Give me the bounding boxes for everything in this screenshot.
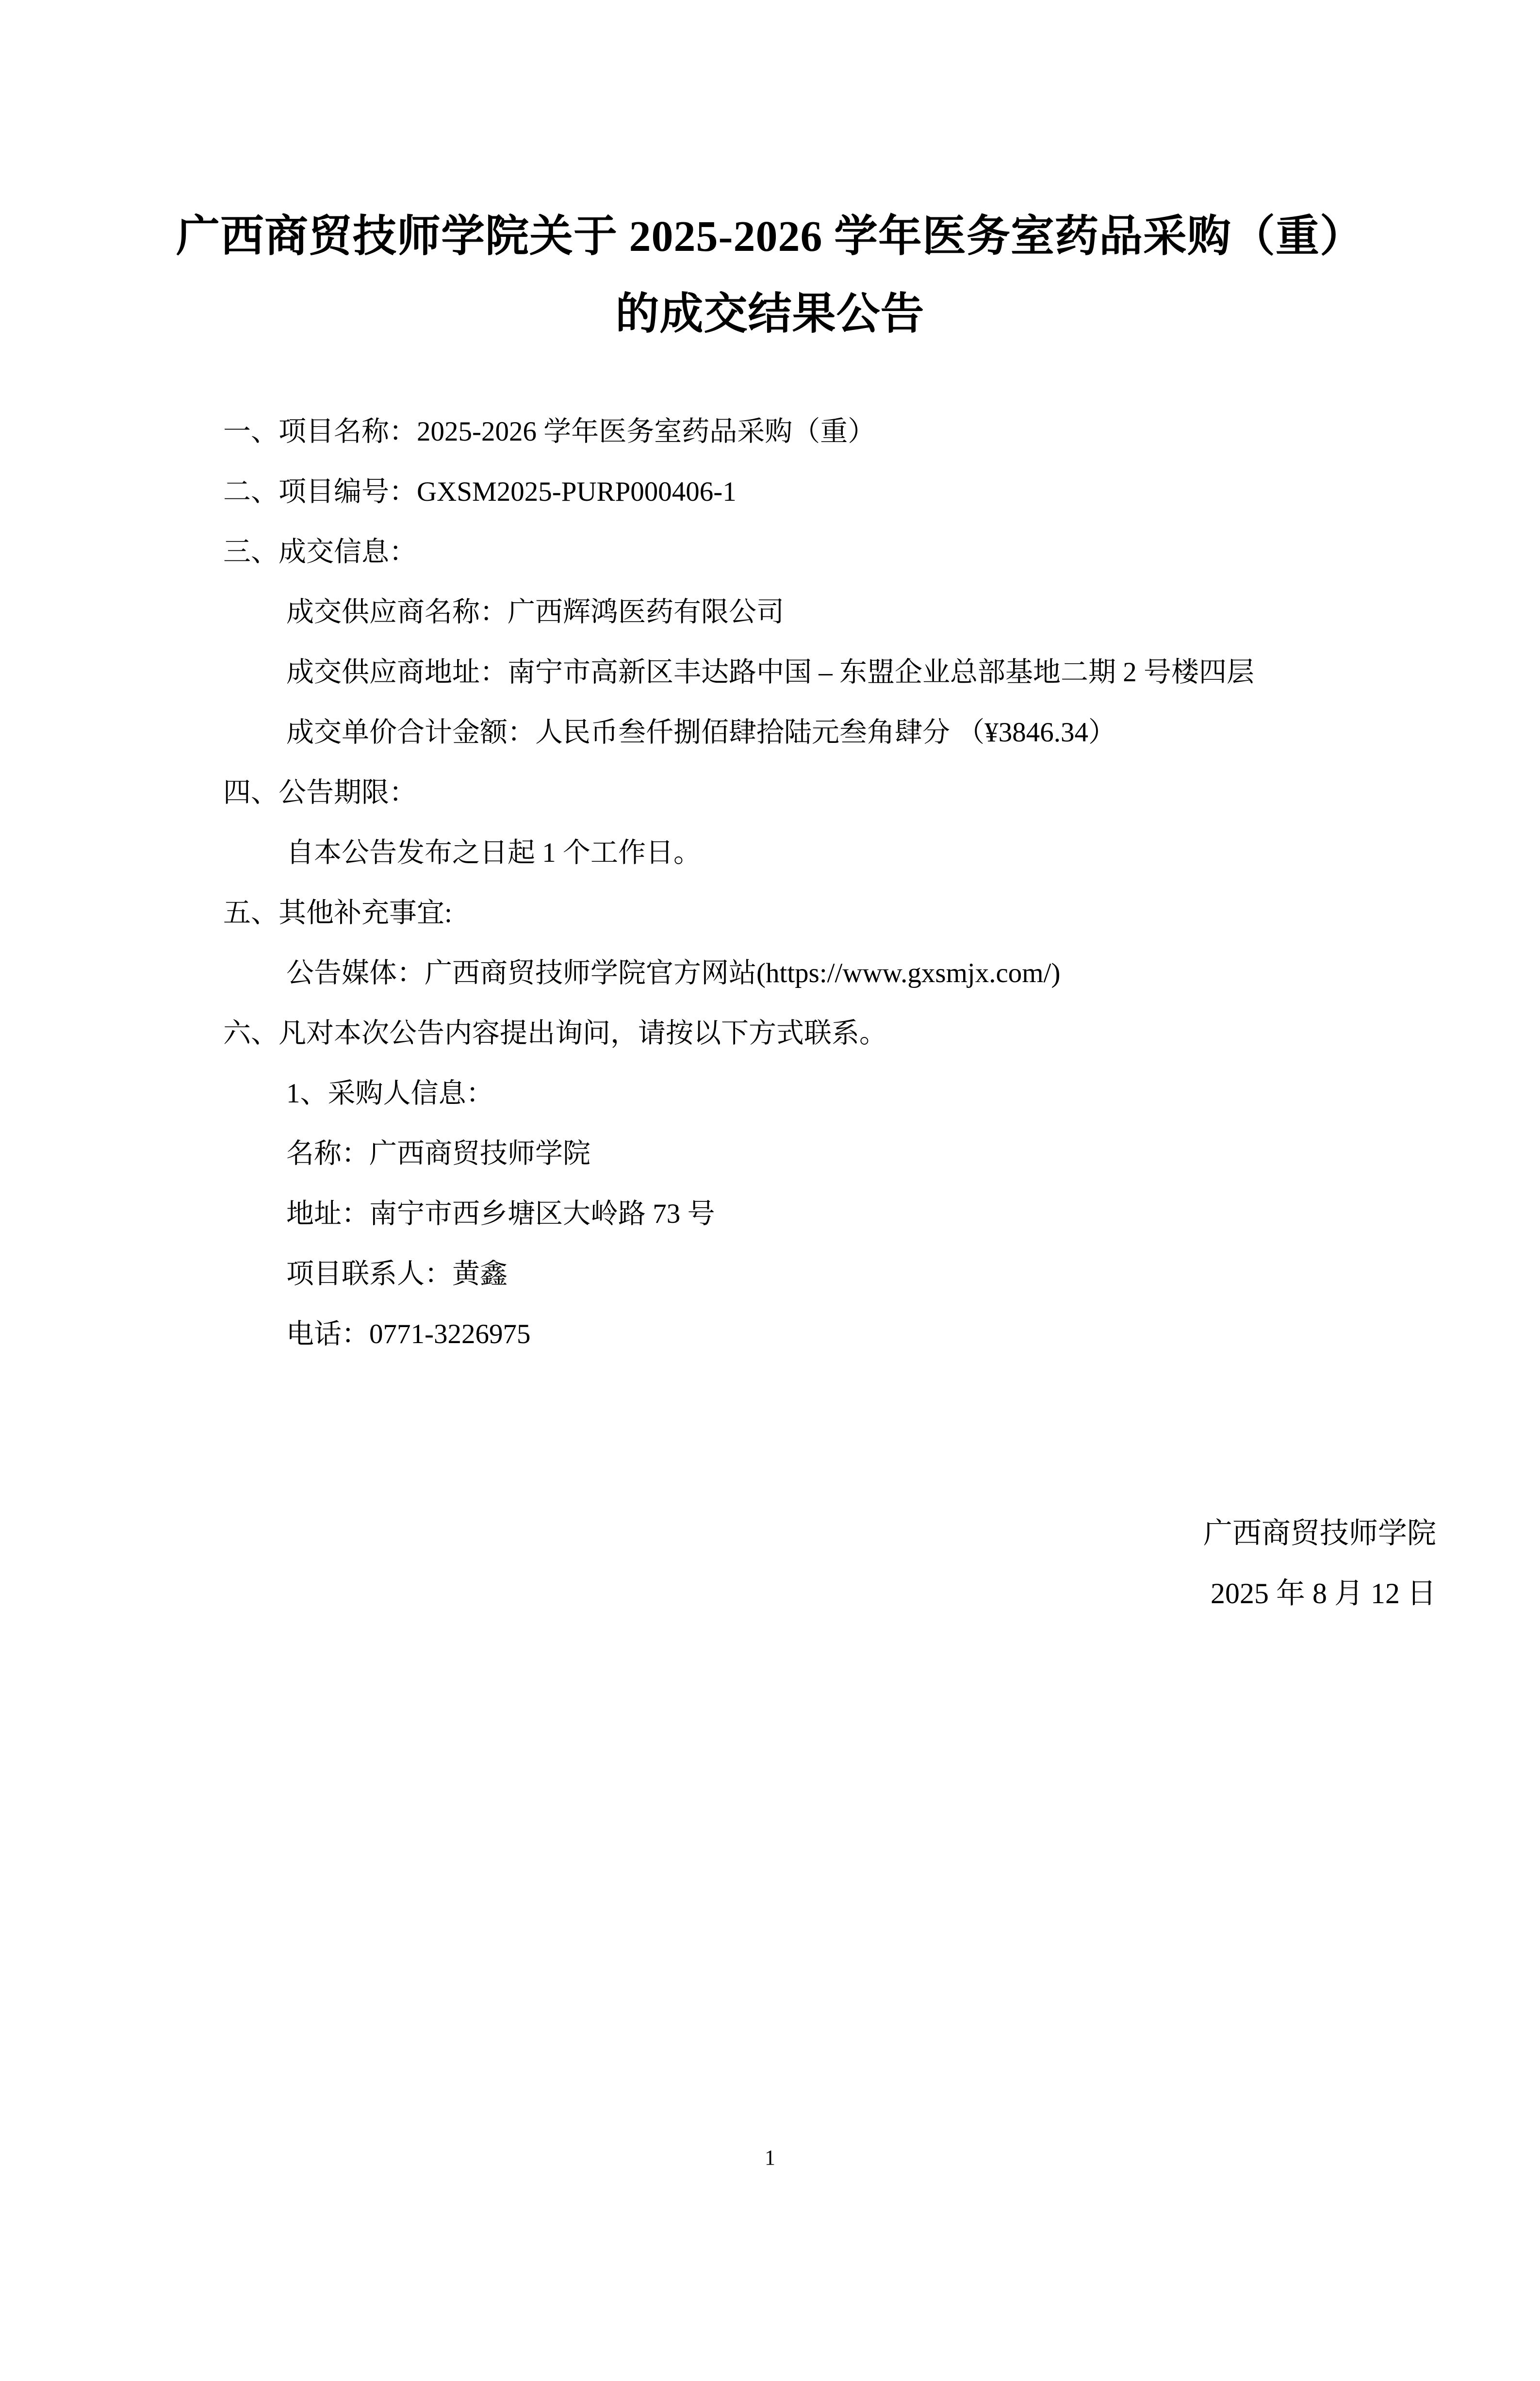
announcement-body [223, 402, 1443, 1364]
page-title [78, 198, 1462, 353]
closing-block [1203, 1503, 1436, 1624]
line-project-number: 二、项目编号：GXSM2025-PURP000406-1 [223, 476, 737, 507]
line-deal-info-heading: 三、成交信息： [223, 537, 417, 567]
line-project-name: 一、项目名称：2025-2026 学年医务室药品采购（重） [223, 416, 876, 447]
line-other-matters-heading: 五、其他补充事宜: [223, 898, 452, 928]
closing-org: 广西商贸技师学院 [1203, 1517, 1436, 1549]
line-contact-phone: 电话：0771-3226975 [286, 1319, 531, 1349]
page-title-line2: 的成交结果公告 [615, 290, 925, 338]
line-announcement-period-detail: 自本公告发布之日起 1 个工作日。 [286, 837, 701, 868]
page-number: 1 [765, 2146, 775, 2169]
page-title-line1: 广西商贸技师学院关于 2025-2026 学年医务室药品采购（重） [176, 213, 1364, 261]
line-purchaser-address: 地址：南宁市西乡塘区大岭路 73 号 [286, 1199, 715, 1229]
line-announcement-period-heading: 四、公告期限： [223, 777, 417, 808]
line-contact-person: 项目联系人：黄鑫 [286, 1259, 508, 1289]
line-announcement-media: 公告媒体：广西商贸技师学院官方网站(https://www.gxsmjx.com/) [286, 958, 1061, 988]
line-purchaser-name: 名称：广西商贸技师学院 [286, 1138, 590, 1169]
line-supplier-address: 成交供应商地址：南宁市高新区丰达路中国 – 东盟企业总部基地二期 2 号楼四层 [286, 657, 1254, 688]
line-deal-amount: 成交单价合计金额：人民币叁仟捌佰肆拾陆元叁角肆分 （¥3846.34） [286, 717, 1116, 748]
line-purchaser-info-heading: 1、采购人信息： [286, 1078, 494, 1109]
closing-date: 2025 年 8 月 12 日 [1211, 1577, 1436, 1609]
line-contact-intro: 六、凡对本次公告内容提出询问，请按以下方式联系。 [223, 1018, 887, 1049]
line-supplier-name: 成交供应商名称：广西辉鸿医药有限公司 [286, 597, 784, 627]
